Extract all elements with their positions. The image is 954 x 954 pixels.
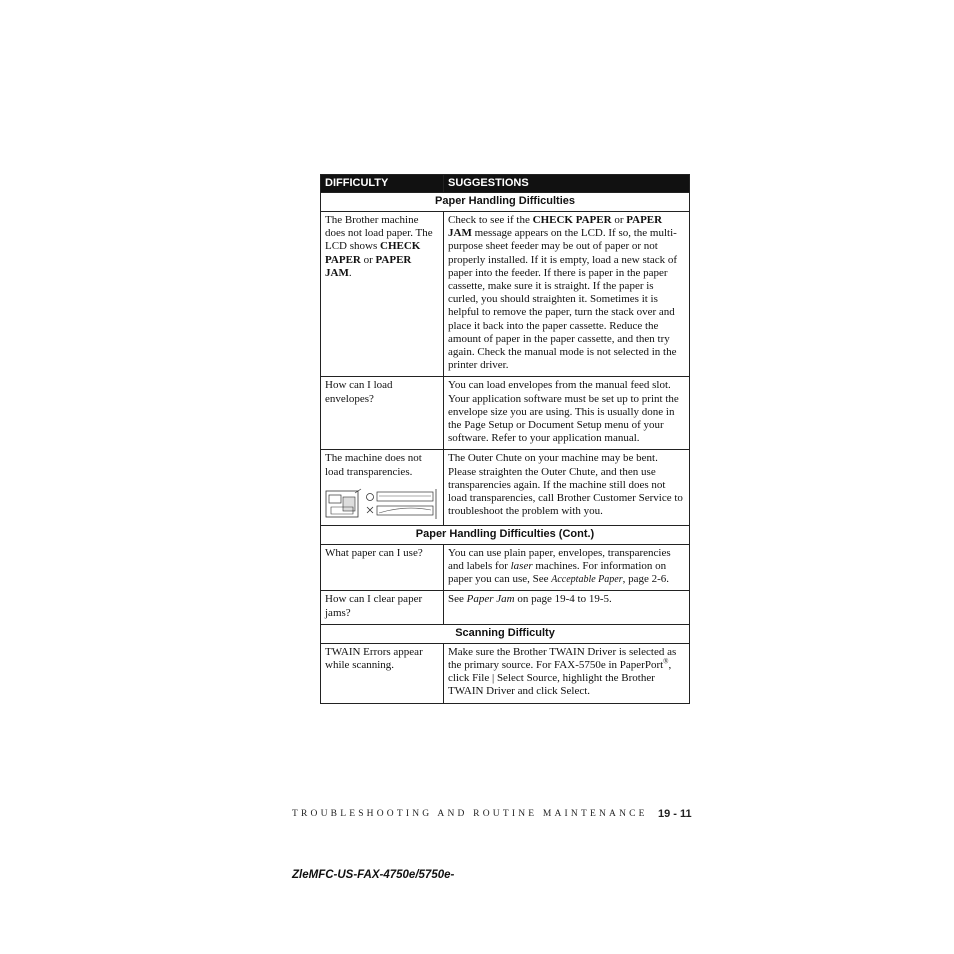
lcd-message: CHECK PAPER	[532, 214, 612, 226]
difficulty-cell: How can I clear paper jams?	[321, 591, 444, 624]
difficulty-cell	[321, 450, 444, 525]
table-header-row	[321, 175, 690, 193]
text-run: The Brother machine does not load paper. The LCD shows	[325, 214, 433, 253]
table-row	[321, 591, 690, 624]
suggestion-cell	[444, 591, 690, 624]
troubleshooting-table	[320, 174, 690, 704]
text-run: See	[448, 593, 467, 606]
table-row	[321, 450, 690, 525]
text-run: Make sure the Brother TWAIN Driver is selected as the primary source. For FAX-5750e in PaperPort	[448, 645, 677, 672]
footer-chapter-title: TROUBLESHOOTING AND ROUTINE MAINTENANCE	[292, 809, 648, 819]
cross-reference-link: Paper Jam	[466, 593, 515, 606]
suggestion-cell	[444, 643, 690, 703]
difficulty-cell	[321, 212, 444, 377]
lcd-message: PAPER JAM	[448, 214, 663, 240]
difficulty-cell: How can I load envelopes?	[321, 377, 444, 450]
document-id: ZleMFC-US-FAX-4750e/5750e-	[292, 869, 455, 881]
section-row	[321, 193, 690, 212]
emphasis: laser	[510, 560, 533, 573]
table-row	[321, 544, 690, 591]
text-run: on page 19-4 to 19-5.	[514, 593, 612, 606]
section-paper-handling-cont: Paper Handling Difficulties (Cont.)	[321, 525, 690, 544]
page-number: 19 - 11	[658, 808, 692, 820]
suggestion-cell	[444, 212, 690, 377]
table-row	[321, 643, 690, 703]
text-run: , click File | Select Source, highlight the Brother TWAIN Driver and click Select.	[448, 659, 672, 698]
difficulty-cell: TWAIN Errors appear while scanning.	[321, 643, 444, 703]
text-run: machines. For information on paper you can use, See	[448, 560, 667, 586]
suggestion-cell: The Outer Chute on your machine may be bent. Please straighten the Outer Chute, and then use transparencies again. If the machine still does not load transparencies, call Brother Customer Service to troubleshoot the problem with you.	[444, 450, 690, 525]
suggestion-cell	[444, 544, 690, 591]
cross-reference-link: Acceptable Paper	[551, 574, 623, 586]
header-suggestions: SUGGESTIONS	[444, 175, 690, 193]
table-row	[321, 377, 690, 450]
difficulty-cell: What paper can I use?	[321, 544, 444, 591]
header-difficulty: DIFFICULTY	[321, 175, 444, 193]
text-run: or	[611, 214, 627, 226]
section-row	[321, 525, 690, 544]
text-run: or	[360, 253, 376, 266]
section-paper-handling: Paper Handling Difficulties	[321, 193, 690, 212]
lcd-message: PAPER JAM	[325, 253, 412, 279]
text-run: , page 2-6.	[622, 573, 670, 586]
table-row	[321, 212, 690, 377]
section-row	[321, 624, 690, 643]
outer-chute-ok-ng-icon	[325, 487, 439, 521]
text-run: Check to see if the	[448, 214, 533, 226]
text-run: You can use plain paper, envelopes, transparencies and labels for	[448, 546, 671, 573]
suggestion-cell: You can load envelopes from the manual feed slot. Your application software must be set up to print the envelope size you are using. This is usually done in the Page Setup or Document Setup menu of your software. Refer to your application manual.	[444, 377, 690, 450]
registered-mark: ®	[663, 657, 669, 666]
text-run: .	[348, 266, 352, 279]
difficulty-text: The machine does not load transparencies.	[325, 452, 422, 478]
text-run: message appears on the LCD. If so, the multi-purpose sheet feeder may be out of paper or not properly installed. If it is empty, load a new stack of paper into the feeder. If there is paper in the paper cassette, make sure it is straight. If the paper is curled, you should straighten it. Sometimes it is helpful to remove the paper, turn the stack over and place it back into the paper cassette. Reduce the amount of paper in the paper cassette, and then try again. Check the manual mode is not selected in the printer driver.	[448, 227, 678, 372]
section-scanning: Scanning Difficulty	[321, 624, 690, 643]
lcd-message: CHECK PAPER	[325, 240, 421, 266]
